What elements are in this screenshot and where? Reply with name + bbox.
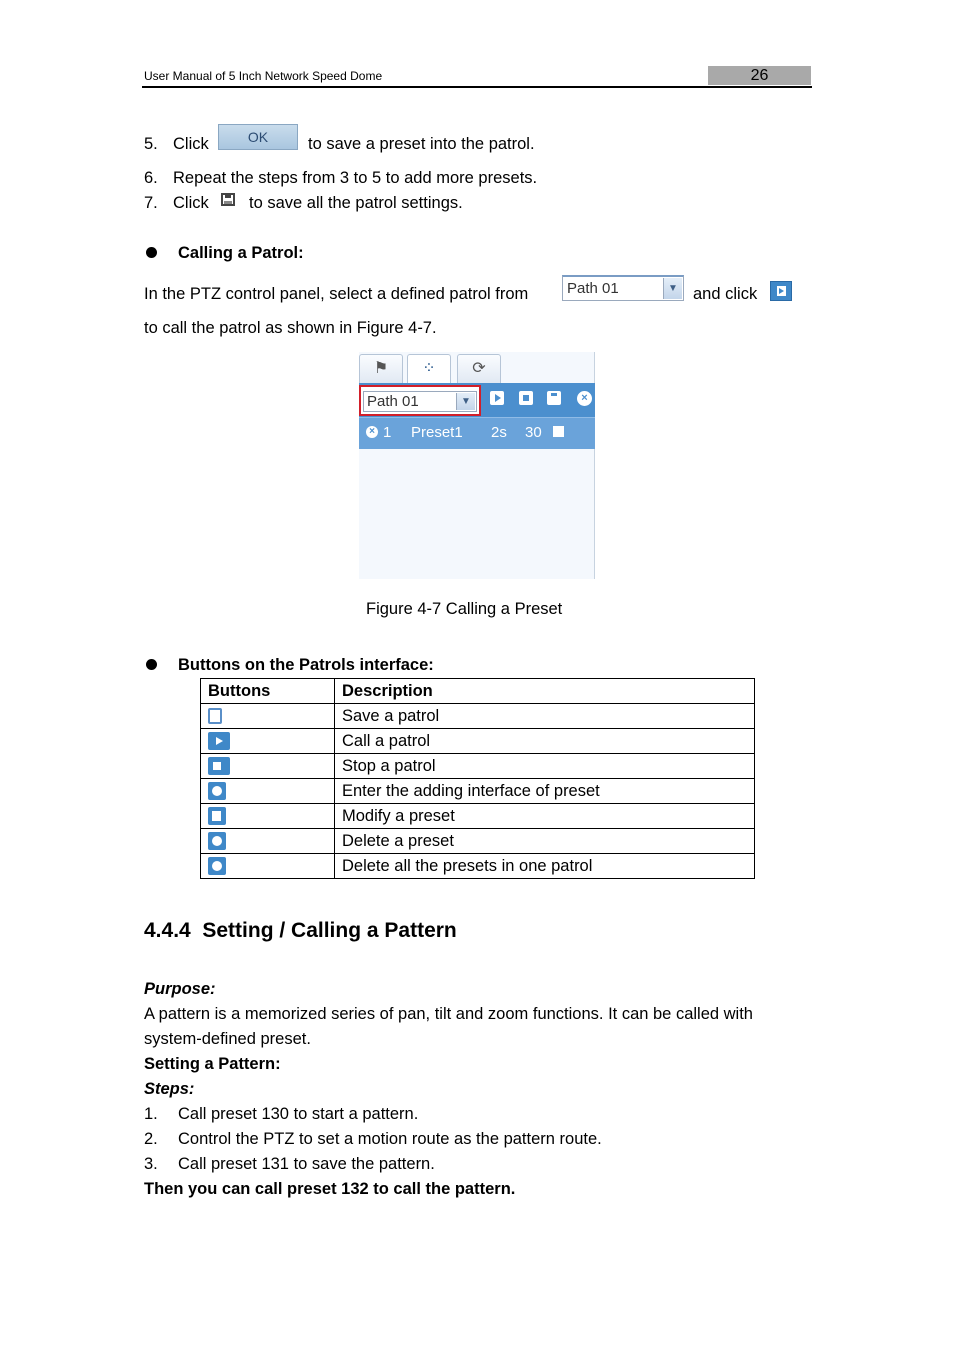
row-description: Save a patrol: [335, 704, 755, 729]
column-header: Description: [335, 679, 755, 704]
patrol-select-highlight[interactable]: [359, 385, 481, 416]
calling-heading: Calling a Patrol:: [178, 244, 304, 262]
buttons-heading: Buttons on the Patrols interface:: [178, 656, 434, 674]
figure-caption: Figure 4-7 Calling a Preset: [366, 600, 563, 618]
delete-all-icon: [208, 857, 226, 875]
column-header: Buttons: [201, 679, 335, 704]
tab-patrol[interactable]: [407, 354, 451, 384]
flag-icon: ⚑: [373, 360, 389, 377]
table-row: [201, 804, 755, 829]
pattern-step-number: 3.: [144, 1155, 158, 1173]
patrol-preset-row[interactable]: [359, 417, 595, 449]
tab-pattern[interactable]: [457, 354, 501, 384]
delete-icon[interactable]: ×: [366, 426, 378, 438]
table-row: [201, 854, 755, 879]
table-row: [201, 704, 755, 729]
chevron-down-icon: ▼: [663, 278, 682, 299]
row-description: Delete a preset: [335, 829, 755, 854]
row-speed: 30: [525, 424, 542, 441]
save-icon: [208, 708, 222, 724]
table-row: [201, 729, 755, 754]
chevron-down-icon: ▼: [456, 393, 475, 410]
row-index: 1: [383, 424, 392, 441]
save-icon[interactable]: [221, 193, 235, 206]
purpose-line2: system-defined preset.: [144, 1030, 311, 1048]
page-number: 26: [750, 67, 769, 84]
figure-path-select[interactable]: [363, 391, 477, 412]
header-rule: [142, 86, 812, 88]
step-5-number: 5.: [144, 135, 158, 153]
step-6-text: Repeat the steps from 3 to 5 to add more presets.: [173, 169, 538, 187]
row-time: 2s: [491, 424, 507, 441]
patrol-dots-icon: ⁘: [422, 360, 436, 377]
add-icon: [208, 782, 226, 800]
tab-preset[interactable]: [359, 354, 403, 384]
edit-icon[interactable]: [553, 426, 564, 437]
play-icon: [208, 732, 230, 750]
delete-all-icon[interactable]: ×: [577, 391, 592, 406]
step-7-number: 7.: [144, 194, 158, 212]
section-heading: 4.4.4 Setting / Calling a Pattern: [144, 919, 457, 942]
calling-line1-mid: and click: [693, 285, 758, 303]
step-5-after: to save a preset into the patrol.: [308, 135, 535, 153]
pattern-step-text: Control the PTZ to set a motion route as the pattern route.: [178, 1130, 602, 1148]
ok-button[interactable]: OK: [218, 124, 298, 150]
step-5-before: Click: [173, 135, 209, 153]
step-7-before: Click: [173, 194, 209, 212]
table-row: [201, 779, 755, 804]
ptz-patrol-panel: [359, 352, 595, 579]
pattern-step-number: 1.: [144, 1105, 158, 1123]
row-description: Modify a preset: [335, 804, 755, 829]
row-description: Stop a patrol: [335, 754, 755, 779]
buttons-table: [200, 678, 755, 879]
patrol-path-select[interactable]: [562, 275, 684, 301]
setting-label: Setting a Pattern:: [144, 1055, 281, 1073]
figure-path-value: Path 01: [367, 393, 419, 410]
final-note: Then you can call preset 132 to call the pattern.: [144, 1180, 516, 1198]
row-description: Enter the adding interface of preset: [335, 779, 755, 804]
row-preset: Preset1: [411, 424, 463, 441]
table-header-row: [201, 679, 755, 704]
purpose-label: Purpose:: [144, 980, 216, 998]
table-row: [201, 754, 755, 779]
step-7-after: to save all the patrol settings.: [249, 194, 463, 212]
calling-line1-before: In the PTZ control panel, select a defined patrol from: [144, 285, 529, 303]
pattern-step-number: 2.: [144, 1130, 158, 1148]
steps-label: Steps:: [144, 1080, 195, 1098]
calling-line2: to call the patrol as shown in Figure 4-7.: [144, 319, 437, 337]
refresh-icon: ⟳: [472, 360, 486, 377]
delete-icon: [208, 832, 226, 850]
bullet-icon: [146, 247, 157, 258]
header-title: User Manual of 5 Inch Network Speed Dome: [144, 69, 383, 83]
bullet-icon: [146, 659, 157, 670]
save-icon[interactable]: [547, 391, 561, 405]
play-icon[interactable]: [770, 281, 792, 301]
play-icon[interactable]: [490, 391, 504, 405]
purpose-line1: A pattern is a memorized series of pan, tilt and zoom functions. It can be called with: [144, 1005, 753, 1023]
stop-icon[interactable]: [519, 391, 533, 405]
stop-icon: [208, 757, 230, 775]
pattern-step-text: Call preset 131 to save the pattern.: [178, 1155, 435, 1173]
pattern-step-text: Call preset 130 to start a pattern.: [178, 1105, 419, 1123]
patrol-path-select-value: Path 01: [567, 280, 619, 297]
step-6-number: 6.: [144, 169, 158, 187]
row-description: Call a patrol: [335, 729, 755, 754]
table-row: [201, 829, 755, 854]
edit-icon: [208, 807, 226, 825]
row-description: Delete all the presets in one patrol: [335, 854, 755, 879]
